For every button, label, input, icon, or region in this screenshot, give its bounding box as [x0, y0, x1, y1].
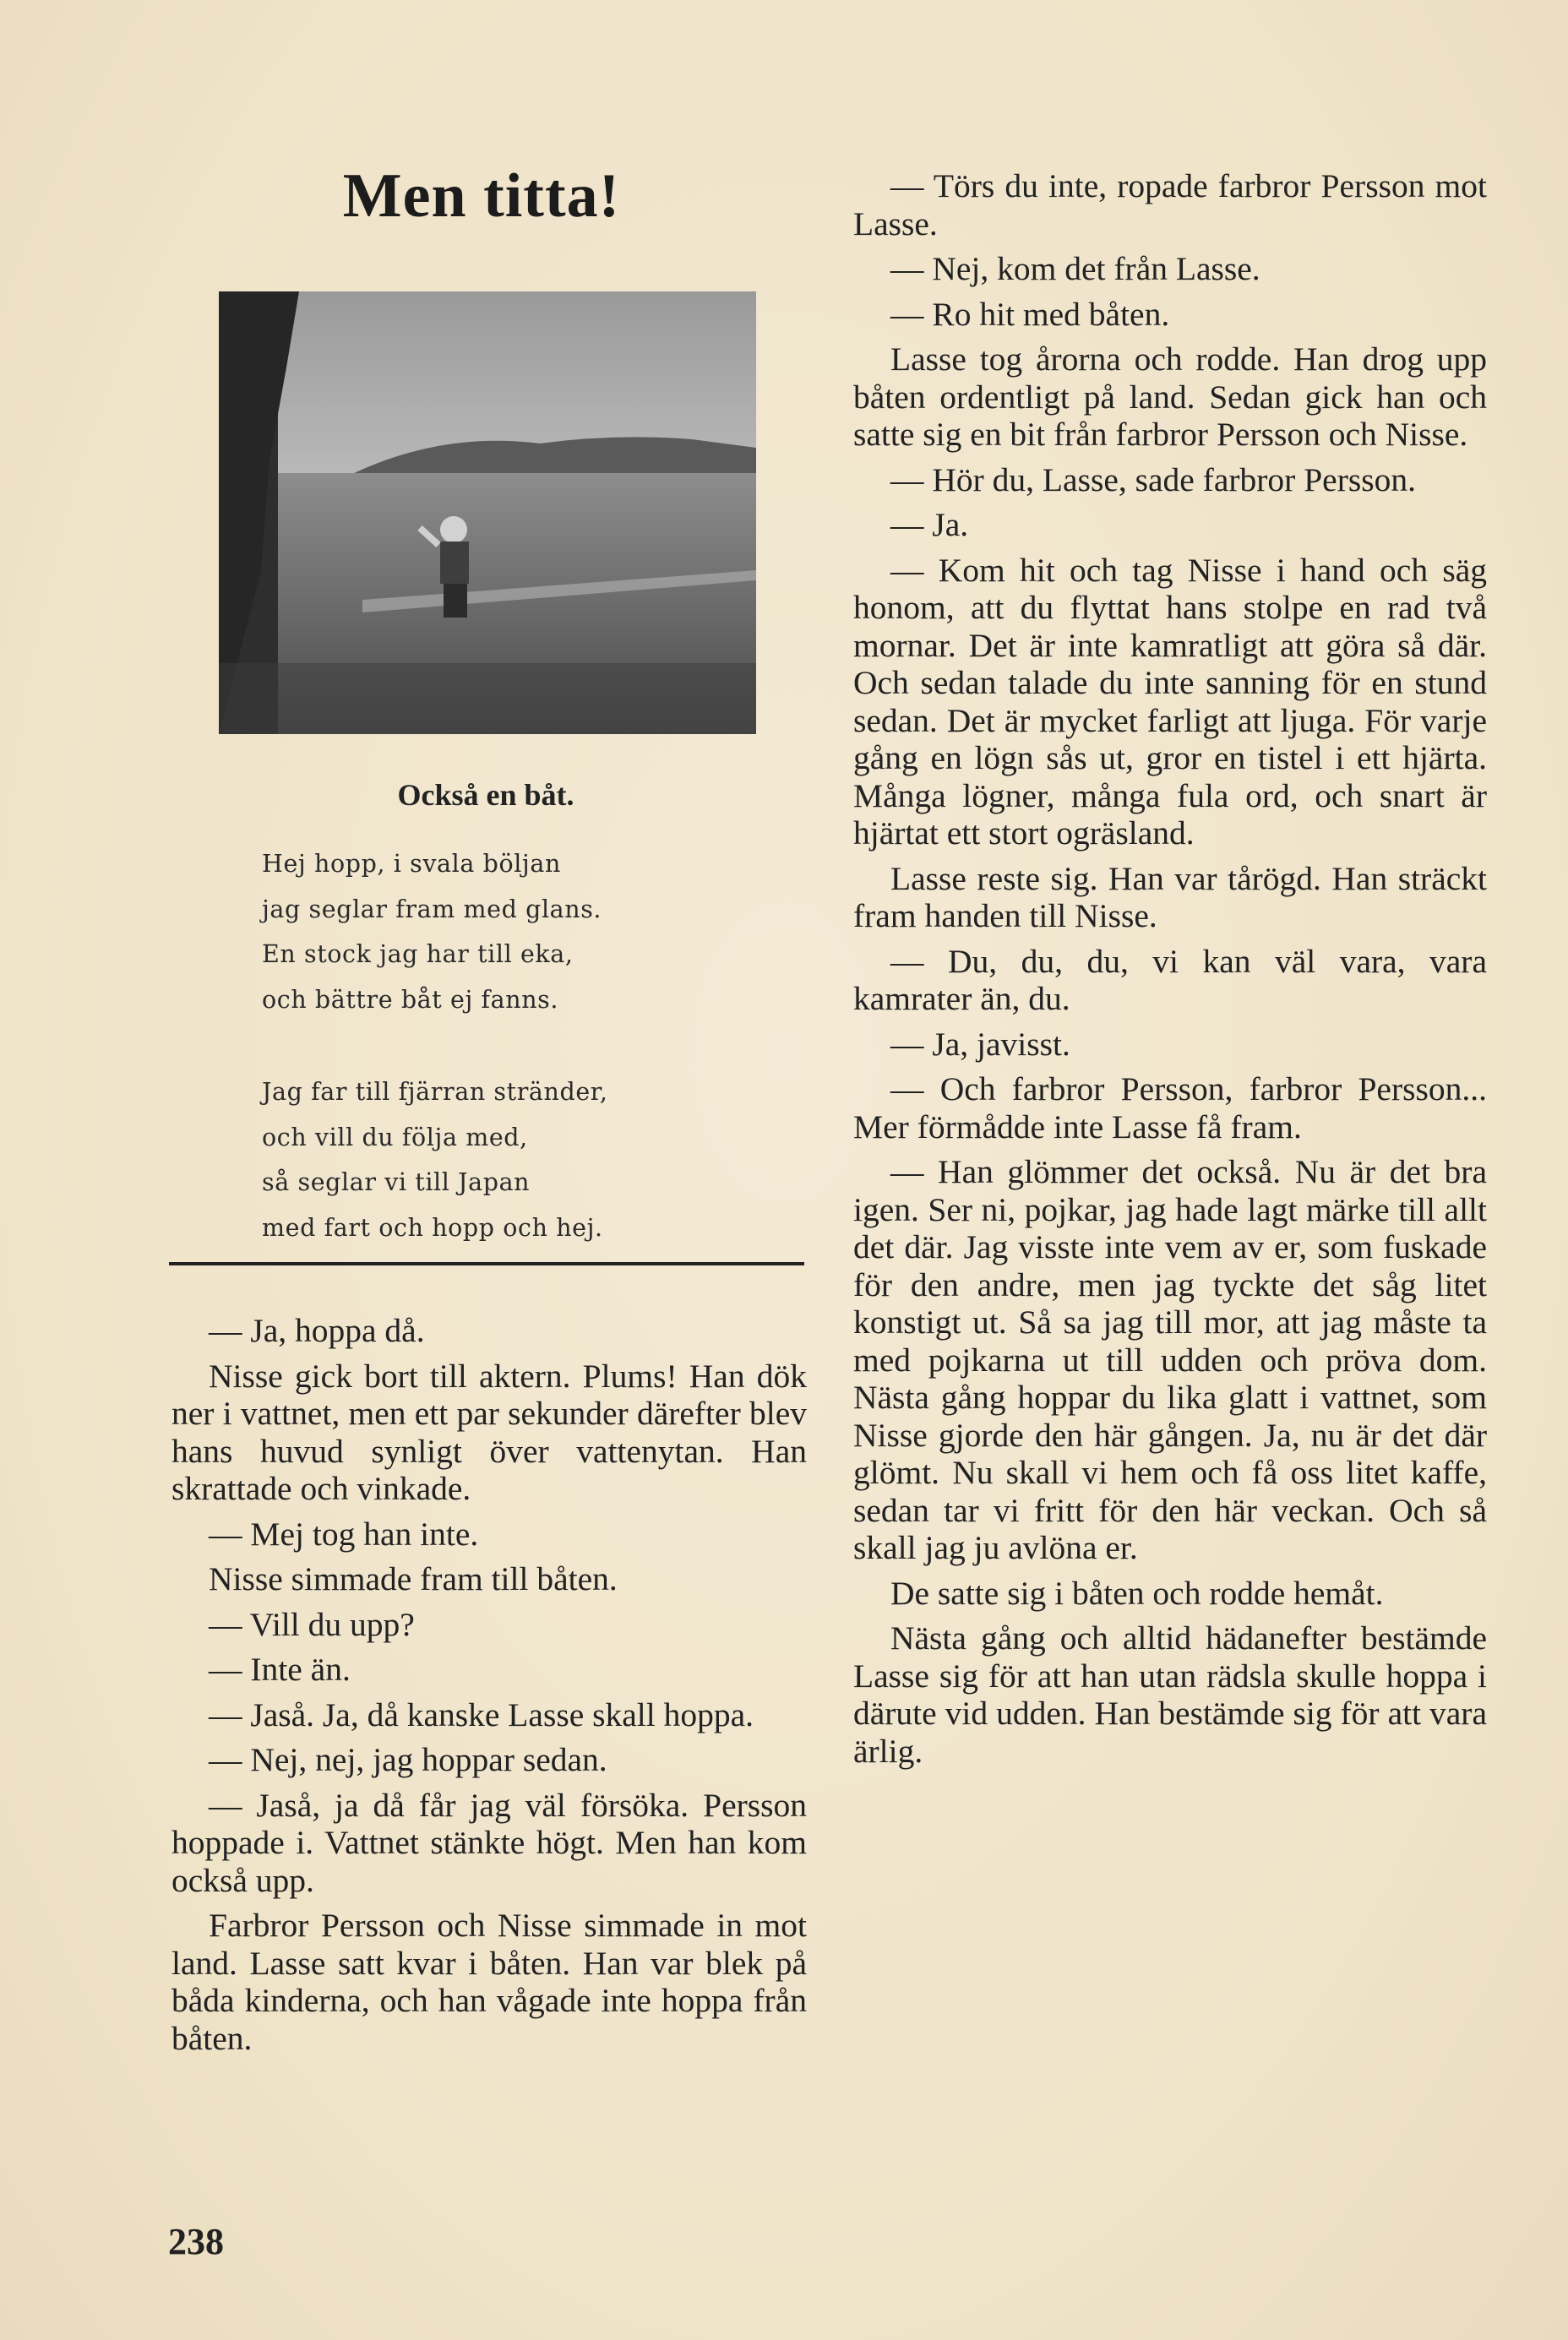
paragraph: De satte sig i båten och rodde hemåt.: [890, 1574, 1384, 1612]
paragraph: — Ro hit med båten.: [890, 295, 1170, 333]
poem: [262, 841, 735, 1250]
paragraph: — Inte än.: [209, 1651, 351, 1688]
paragraph: — Mej tog han inte.: [209, 1515, 479, 1553]
poem-line: Hej hopp, i svala böljan: [262, 850, 561, 878]
poem-line: och vill du följa med,: [262, 1123, 528, 1151]
poem-line: så seglar vi till Japan: [262, 1168, 531, 1196]
paragraph: Lasse reste sig. Han var tårögd. Han sträckt fram handen till Nisse.: [853, 859, 1487, 934]
poem-line: jag seglar fram med glans.: [262, 895, 602, 923]
paragraph: Farbror Persson och Nisse simmade in mot land. Lasse satt kvar i båten. Han var blek på båda kinderna, och han vågade inte hoppa från båten.: [172, 1907, 807, 2057]
paragraph: Lasse tog årorna och rodde. Han drog upp båten ordentligt på land. Sedan gick han och satte sig en bit från farbror Persson och Nisse.: [853, 340, 1487, 453]
right-column-text: [853, 167, 1487, 1777]
stanza-gap: [262, 1022, 735, 1069]
page-title: Men titta!: [342, 161, 621, 231]
poem-line: med fart och hopp och hej.: [262, 1213, 603, 1242]
poem-line: En stock jag har till eka,: [262, 940, 574, 968]
paragraph: — Vill du upp?: [209, 1605, 415, 1643]
photo-caption: Också en båt.: [397, 778, 574, 812]
paragraph: — Och farbror Persson, farbror Persson... Mer förmådde inte Lasse få fram.: [853, 1070, 1487, 1146]
paragraph: — Han glömmer det också. Nu är det bra igen. Ser ni, pojkar, jag hade lagt märke till allt det där. Jag visste inte vem av er, som fuskade för den andre, men jag tyckte det såg litet konstigt ut. Så sa jag till mor, att jag måste ta med pojkarna ut till udden och pröva dom. Nästa gång hoppar du lika glatt i vattnet, som Nisse gjorde den här gången. Ja, nu är det där glömt. Nu skall vi hem och få oss litet kaffe, sedan tar vi fritt för den här veckan. Och så skall jag ju avlöna er.: [853, 1153, 1487, 1566]
poem-line: Jag far till fjärran stränder,: [262, 1078, 608, 1106]
paragraph: Nisse gick bort till aktern. Plums! Han dök ner i vattnet, men ett par sekunder därefter blev hans huvud synligt över vattenytan. Han skrattade och vinkade.: [172, 1357, 807, 1507]
child-in-water-image: [219, 291, 756, 734]
paragraph: — Du, du, du, vi kan väl vara, vara kamrater än, du.: [853, 942, 1487, 1017]
paragraph: — Jaså, ja då får jag väl försöka. Persson hoppade i. Vattnet stänkte högt. Men han kom också upp.: [172, 1786, 807, 1899]
paragraph: — Hör du, Lasse, sade farbror Persson.: [890, 460, 1416, 498]
section-divider: [169, 1262, 804, 1265]
paragraph: — Törs du inte, ropade farbror Persson mot Lasse.: [853, 167, 1487, 242]
paragraph: — Nej, nej, jag hoppar sedan.: [209, 1741, 607, 1778]
poem-line: och bättre båt ej fanns.: [262, 985, 559, 1014]
paragraph: — Ja.: [890, 506, 969, 543]
paragraph: Nisse simmade fram till båten.: [209, 1560, 618, 1597]
page-number: 238: [168, 2221, 224, 2262]
paragraph: — Nej, kom det från Lasse.: [890, 250, 1260, 287]
paragraph: — Ja, hoppa då.: [209, 1312, 425, 1349]
paragraph: — Jaså. Ja, då kanske Lasse skall hoppa.: [209, 1695, 754, 1733]
paragraph: — Kom hit och tag Nisse i hand och säg honom, att du flyttat hans stolpe en rad två mornar. Det är inte kamratligt att göra så där. Och sedan talade du inte sanning för en stund sedan. Det är mycket farligt att ljuga. För varje gång en lögn sås ut, gror en tistel i ett hjärta. Många lögner, många fula ord, och snart är hjärtat ett stort ogräsland.: [853, 551, 1487, 852]
paragraph: Nästa gång och alltid hädanefter bestämde Lasse sig för att han utan rädsla skulle hoppa i därute vid udden. Han bestämde sig för att vara ärlig.: [853, 1619, 1487, 1770]
left-column-text: [172, 1312, 807, 2065]
lake-photo: [219, 291, 756, 734]
paragraph: — Ja, javisst.: [890, 1025, 1070, 1063]
